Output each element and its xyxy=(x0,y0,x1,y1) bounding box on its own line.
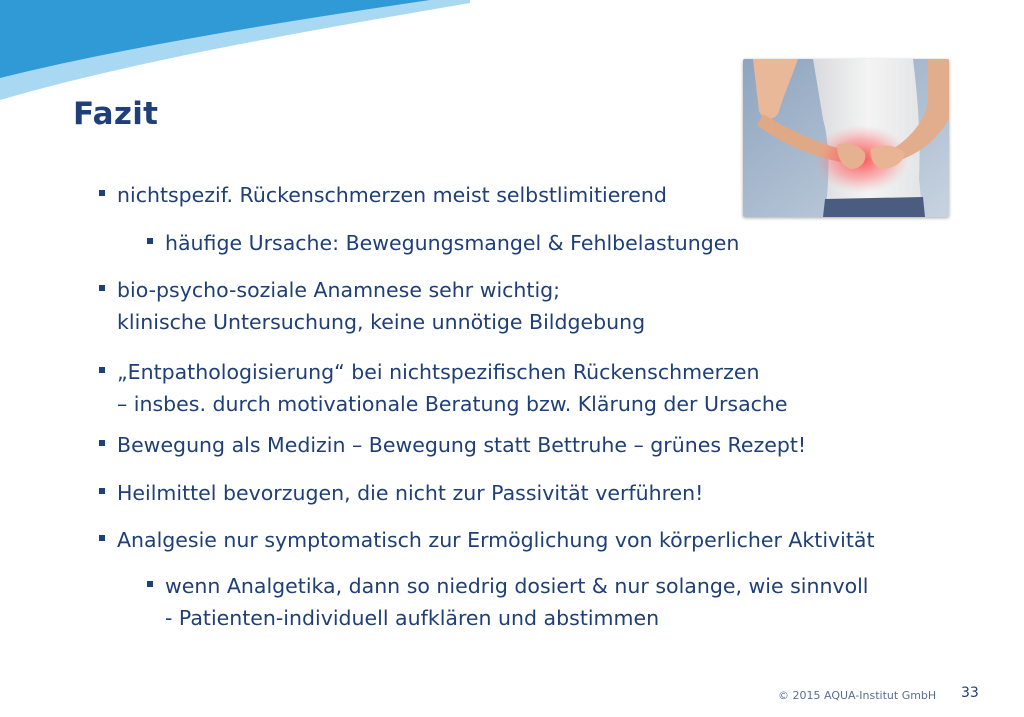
bullet-marker xyxy=(99,440,105,446)
bullet-text: – insbes. durch motivationale Beratung bzw. Klärung der Ursache xyxy=(117,392,788,416)
bullet-marker xyxy=(99,190,105,196)
bullet-marker xyxy=(99,488,105,494)
bullet-text: wenn Analgetika, dann so niedrig dosiert & nur solange, wie sinnvoll xyxy=(165,574,869,598)
bullet-item xyxy=(117,429,806,461)
bullet-item xyxy=(117,179,667,211)
bullet-marker xyxy=(99,285,105,291)
sub-bullet-item xyxy=(165,227,739,259)
slide-title: Fazit xyxy=(73,96,159,132)
footer-copyright: © 2015 AQUA-Institut GmbH xyxy=(778,689,937,702)
bullet-text: klinische Untersuchung, keine unnötige Bildgebung xyxy=(117,310,646,334)
bullet-text: nichtspezif. Rückenschmerzen meist selbstlimitierend xyxy=(117,183,667,207)
bullet-text: Bewegung als Medizin – Bewegung statt Bettruhe – grünes Rezept! xyxy=(117,433,807,457)
bullet-text: „Entpathologisierung“ bei nichtspezifischen Rückenschmerzen xyxy=(117,360,760,384)
bullet-marker xyxy=(99,367,105,373)
sub-bullet-marker xyxy=(147,581,153,587)
bullet-item xyxy=(117,274,645,338)
bullet-text: bio-psycho-soziale Anamnese sehr wichtig; xyxy=(117,278,561,302)
bullet-text: - Patienten-individuell aufklären und abstimmen xyxy=(165,606,660,630)
bullet-text: häufige Ursache: Bewegungsmangel & Fehlbelastungen xyxy=(165,231,740,255)
bullet-marker xyxy=(99,535,105,541)
sub-bullet-item xyxy=(165,570,869,634)
bullet-item xyxy=(117,356,788,420)
bullet-item xyxy=(117,524,875,556)
bullet-text: Analgesie nur symptomatisch zur Ermöglichung von körperlicher Aktivität xyxy=(117,528,875,552)
bullet-item xyxy=(117,477,703,509)
bullet-text: Heilmittel bevorzugen, die nicht zur Passivität verführen! xyxy=(117,481,704,505)
page-number: 33 xyxy=(961,685,979,701)
sub-bullet-marker xyxy=(147,238,153,244)
